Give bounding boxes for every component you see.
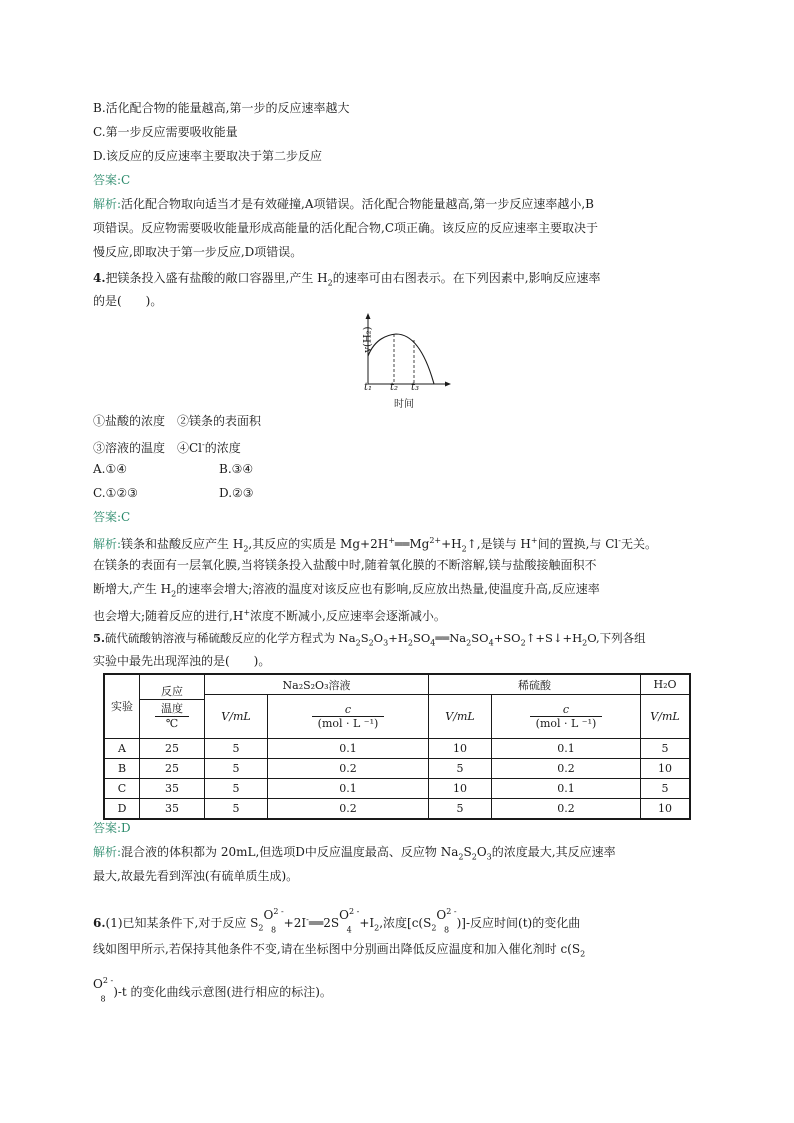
explanation-4-line-3 <box>93 581 600 602</box>
table-cell: D <box>104 799 140 820</box>
q-text: ══Na <box>435 631 467 645</box>
explanation-3-line-3: 慢反应,即取决于第一步反应,D项错误。 <box>93 245 303 259</box>
q-text: 线如图甲所示,若保持其他条件不变,请在坐标图中分别画出降低反应温度和加入催化剂时 c(S <box>93 942 581 956</box>
header-water: H₂O <box>641 674 691 695</box>
ion-o: O <box>339 908 349 922</box>
explanation-5-line-2: 最大,故最先看到浑浊(有硫单质生成)。 <box>93 869 299 883</box>
ion-o: O <box>263 908 274 922</box>
e-text: 也会增大;随着反应的进行,H <box>93 609 244 623</box>
question-6-line-2 <box>93 941 585 962</box>
superscript: + <box>243 608 251 617</box>
table-cell: 35 <box>140 779 205 799</box>
table-cell: B <box>104 759 140 779</box>
factors-line-2 <box>93 437 241 456</box>
superscript: 2 - <box>446 907 457 916</box>
e-text: 断增大,产生 H <box>93 582 172 596</box>
option-c: C.第一步反应需要吸收能量 <box>93 125 238 139</box>
ion-s2o8 <box>263 907 283 935</box>
subheader-v1: V/mL <box>205 695 268 739</box>
superscript: 2 - <box>273 907 284 916</box>
question-number: 6. <box>93 916 106 930</box>
question-4-line-1 <box>93 270 601 291</box>
header-text: c <box>530 703 603 717</box>
q-text: )]-反应时间(t)的变化曲 <box>456 916 581 930</box>
subscript: 2 <box>461 544 467 554</box>
e-text: 的浓度最大,其反应速率 <box>491 845 616 859</box>
subscript: 4 <box>488 638 494 648</box>
table-cell: 5 <box>641 739 691 759</box>
superscript: - <box>306 915 309 924</box>
rate-curve <box>368 334 434 384</box>
subscript: 8 <box>271 925 277 935</box>
e-text: ↑,是镁与 H <box>466 537 531 551</box>
table-cell: 25 <box>140 759 205 779</box>
table-cell: 5 <box>205 799 268 820</box>
subscript: 2 <box>374 923 380 933</box>
explanation-3-line-2: 项错误。反应物需要吸收能量形成高能量的活化配合物,C项正确。该反应的反应速率主要取决于 <box>93 221 598 235</box>
factors-line-1: ①盐酸的浓度 ②镁条的表面积 <box>93 414 262 428</box>
q-text: ══2S <box>308 916 340 930</box>
subscript: 8 <box>443 925 450 935</box>
table-cell: 5 <box>429 799 492 820</box>
experiment-table <box>103 673 691 820</box>
table-cell: 0.2 <box>492 759 641 779</box>
table-cell: 0.2 <box>492 799 641 820</box>
ion-s2o8 <box>93 976 113 1004</box>
e-text: 混合液的体积都为 20mL,但选项D中反应温度最高、反应物 Na <box>121 845 459 859</box>
subscript: 4 <box>346 925 352 935</box>
q-text: )-t 的变化曲线示意图(进行相应的标注)。 <box>113 985 332 999</box>
subscript: 3 <box>383 638 389 648</box>
q-text: +I <box>359 916 375 930</box>
question-5-line-1 <box>93 630 646 651</box>
q-text: 硫代硫酸钠溶液与稀硫酸反应的化学方程式为 Na <box>105 631 356 645</box>
header-text: (mol · L ⁻¹) <box>535 717 597 730</box>
q-text: ↑+S↓+H <box>525 631 583 645</box>
table-cell: 0.1 <box>492 779 641 799</box>
table-cell: 0.2 <box>268 759 429 779</box>
superscript: 2 - <box>348 907 360 916</box>
question-5-line-2: 实验中最先出现浑浊的是( )。 <box>93 654 271 668</box>
header-temperature <box>140 674 205 739</box>
explanation-4-line-2: 在镁条的表面有一层氧化膜,当将镁条投入盐酸中时,随着氧化膜的不断溶解,镁与盐酸接触面积不 <box>93 558 597 572</box>
y-axis-arrow <box>366 313 371 319</box>
table-cell: 5 <box>205 759 268 779</box>
q-text: 的速率可由右图表示。在下列因素中,影响反应速率 <box>332 271 601 285</box>
table-cell: 25 <box>140 739 205 759</box>
header-text: 温度 <box>155 700 189 717</box>
header-text: 实验 <box>111 699 133 713</box>
table-cell: C <box>104 779 140 799</box>
table-header-row <box>104 674 690 695</box>
answer-4: 答案:C <box>93 510 131 524</box>
e-text: O <box>476 845 487 859</box>
header-text: ℃ <box>165 717 179 730</box>
explanation-label: 解析: <box>93 197 122 211</box>
question-number: 4. <box>93 271 106 285</box>
subscript: 2 <box>243 544 249 554</box>
subscript: 2 <box>582 638 588 648</box>
header-text: 反应 <box>140 683 204 700</box>
q-text: ,浓度[c(S <box>379 916 432 930</box>
tick-t1: t₁ <box>364 382 373 393</box>
table-cell: 10 <box>429 779 492 799</box>
subscript: 2 <box>431 923 437 933</box>
q-text: SO <box>412 631 431 645</box>
table-cell: 0.2 <box>268 799 429 820</box>
explanation-text: 活化配合物取向适当才是有效碰撞,A项错误。活化配合物能量越高,第一步反应速率越小,B <box>121 197 594 211</box>
e-text: 的速率会增大;溶液的温度对该反应也有影响,反应放出热量,使温度升高,反应速率 <box>176 582 600 596</box>
question-number: 5. <box>93 631 106 645</box>
e-text: 浓度不断减小,反应速率会逐渐减小。 <box>250 609 446 623</box>
x-axis-arrow <box>445 382 451 387</box>
choice-c: C.①②③ <box>93 486 138 500</box>
ion-o: O <box>436 908 447 922</box>
e-text: 间的置换,与 Cl <box>537 537 619 551</box>
e-text: S <box>463 845 472 859</box>
tick-t2: t₂ <box>390 382 399 393</box>
c-fraction <box>530 703 603 730</box>
q-text: 把镁条投入盛有盐酸的敞口容器里,产生 H <box>105 271 328 285</box>
table-cell: 10 <box>641 799 691 820</box>
table-cell: 0.1 <box>268 779 429 799</box>
f-text: 的浓度 <box>204 441 241 455</box>
header-experiment <box>104 674 140 739</box>
q-text: +2I <box>283 916 307 930</box>
header-acid: 稀硫酸 <box>429 674 641 695</box>
subheader-c2 <box>492 695 641 739</box>
ion-o: O <box>93 977 103 991</box>
subscript: 2 <box>355 638 361 648</box>
explanation-4-line-1 <box>93 533 657 557</box>
explanation-4-line-4 <box>93 605 446 624</box>
explanation-3-line-1 <box>93 196 594 212</box>
subheader-c1 <box>268 695 429 739</box>
header-text: c <box>312 703 385 717</box>
explanation-5-line-1 <box>93 844 616 865</box>
question-6-line-3 <box>93 976 332 1004</box>
q-text: (1)已知某条件下,对于反应 S <box>105 916 259 930</box>
q-text: O,下列各组 <box>587 631 646 645</box>
superscript: + <box>388 536 395 545</box>
explanation-label: 解析: <box>93 845 122 859</box>
c-fraction <box>312 703 385 730</box>
superscript: - <box>202 440 205 449</box>
header-na2s2o3: Na₂S₂O₃溶液 <box>205 674 429 695</box>
e-text: +H <box>441 537 462 551</box>
header-text: (mol · L ⁻¹) <box>317 717 379 730</box>
subscript: 2 <box>327 278 333 288</box>
e-text: ══Mg <box>394 537 430 551</box>
table-row <box>104 779 690 799</box>
table-cell: A <box>104 739 140 759</box>
subscript: 3 <box>486 852 492 862</box>
table-cell: 10 <box>641 759 691 779</box>
choice-d: D.②③ <box>219 486 254 500</box>
q-text: SO <box>471 631 489 645</box>
tick-t3: t₃ <box>411 382 420 393</box>
f-text: ③溶液的温度 ④Cl <box>93 441 203 455</box>
table-cell: 5 <box>429 759 492 779</box>
table-cell: 5 <box>205 779 268 799</box>
table-row <box>104 799 690 820</box>
temp-fraction <box>155 700 189 730</box>
option-d: D.该反应的反应速率主要取决于第二步反应 <box>93 149 323 163</box>
table-cell: 0.1 <box>492 739 641 759</box>
table-cell: 0.1 <box>268 739 429 759</box>
subscript: 2 <box>471 852 477 862</box>
table-row <box>104 759 690 779</box>
subscript: 2 <box>580 949 586 959</box>
superscript: - <box>618 536 621 545</box>
subheader-v2: V/mL <box>429 695 492 739</box>
question-6-line-1 <box>93 907 580 936</box>
y-axis-label: v(H₂) <box>362 326 374 353</box>
e-text: 镁条和盐酸反应产生 H <box>121 537 244 551</box>
superscript: 2 - <box>102 976 114 985</box>
superscript: 2+ <box>429 536 442 545</box>
subscript: 2 <box>171 589 177 599</box>
e-text: ,其反应的实质是 Mg+2H <box>248 537 389 551</box>
choice-b: B.③④ <box>219 462 254 476</box>
table-cell: 35 <box>140 799 205 820</box>
q-text: +SO <box>493 631 521 645</box>
ion-s2o8 <box>436 907 456 935</box>
question-4-line-2: 的是( )。 <box>93 294 163 308</box>
table-row <box>104 739 690 759</box>
explanation-label: 解析: <box>93 537 122 551</box>
subscript: 2 <box>466 638 472 648</box>
option-b: B.活化配合物的能量越高,第一步的反应速率越大 <box>93 101 350 115</box>
table-cell: 5 <box>641 779 691 799</box>
answer-5: 答案:D <box>93 821 131 835</box>
x-axis-label: 时间 <box>394 399 414 410</box>
q-text: O <box>373 631 384 645</box>
table-cell: 5 <box>205 739 268 759</box>
rate-time-figure <box>352 312 452 415</box>
q-text: +H <box>388 631 408 645</box>
q-text: S <box>360 631 369 645</box>
subscript: 2 <box>458 852 464 862</box>
subscript: 2 <box>407 638 413 648</box>
subscript: 2 <box>520 638 526 648</box>
subscript: 4 <box>430 638 436 648</box>
subscript: 8 <box>100 994 106 1004</box>
subheader-v3: V/mL <box>641 695 691 739</box>
choice-a: A.①④ <box>93 462 127 476</box>
e-text: 无关。 <box>620 537 657 551</box>
superscript: + <box>530 536 538 545</box>
table-cell: 10 <box>429 739 492 759</box>
answer-3: 答案:C <box>93 173 131 187</box>
subscript: 2 <box>368 638 374 648</box>
ion-so4 <box>339 907 359 935</box>
subscript: 2 <box>258 923 264 933</box>
